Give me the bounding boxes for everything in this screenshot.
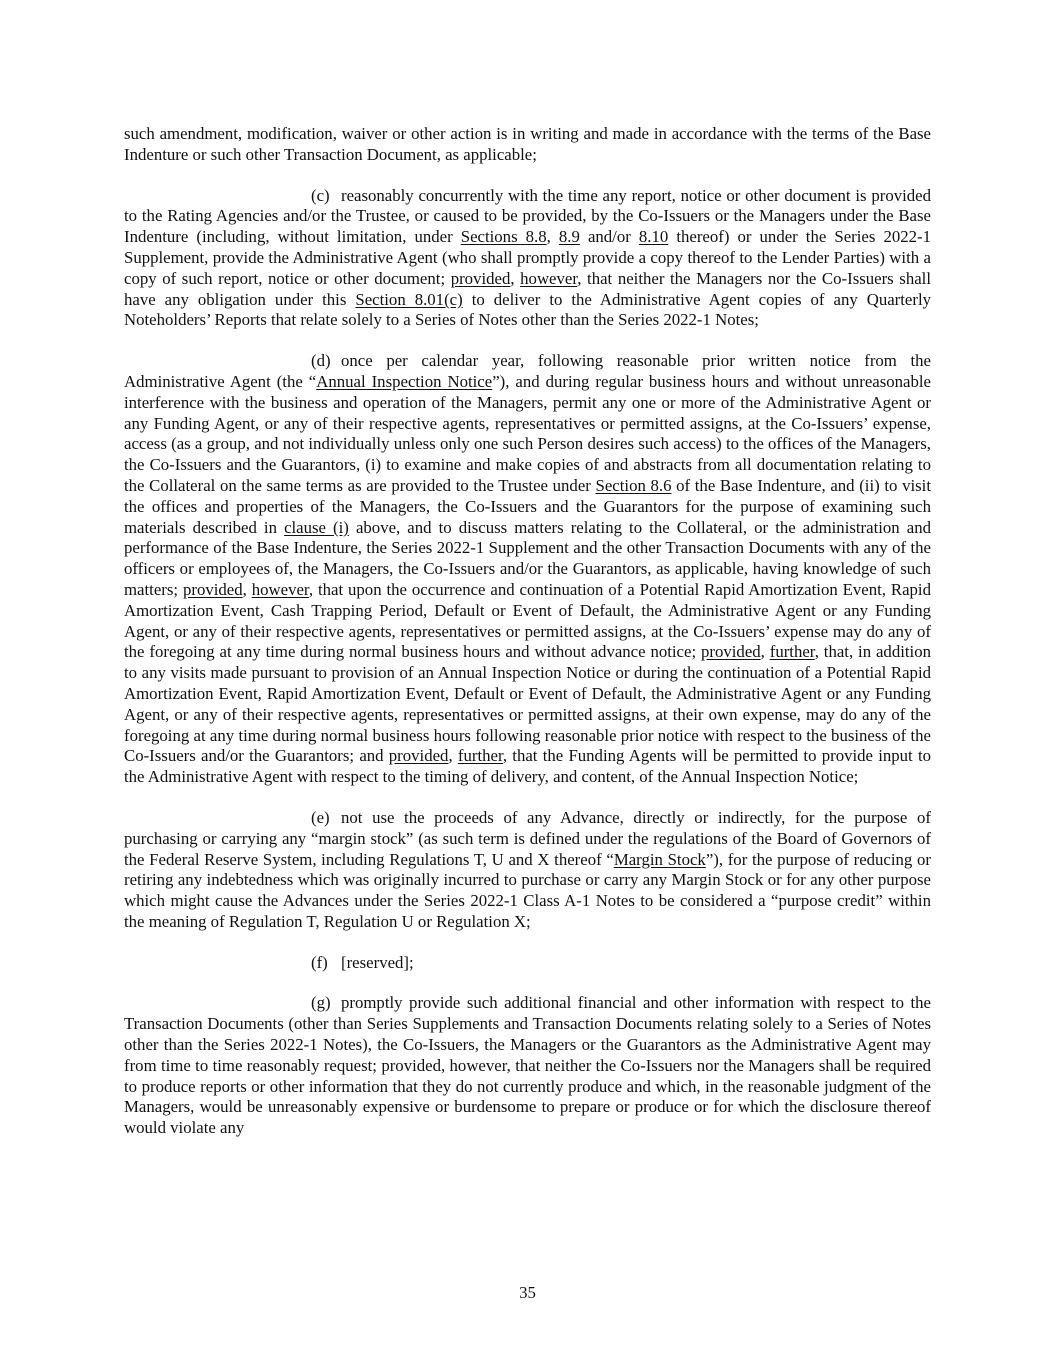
- paragraph-continuation: such amendment, modification, waiver or other action is in writing and made in accordance with the terms of the Base Indenture or such other Transaction Document, as applicable;: [124, 124, 931, 164]
- term-provided: provided: [450, 268, 511, 288]
- cross-reference-section-8-6: Section 8.6: [595, 475, 672, 495]
- item-label-c: (c): [311, 185, 330, 205]
- paragraph-e: (e) not use the proceeds of any Advance, directly or indirectly, for the purpose of purchasing or carrying any “margin stock” (as such term is defined under the regulations of the Board of Governors of the Federal Reserve System, including Regulations T, U and X thereof “Margin Stock”), for the purpose of reducing or retiring any indebtedness which was originally incurred to purchase or carry any Margin Stock or for any other purpose which might cause the Advances under the Series 2022-1 Class A-1 Notes to be considered a “purpose credit” within the meaning of Regulation T, Regulation U or Regulation X;: [124, 807, 931, 931]
- term-provided: provided: [388, 746, 449, 766]
- term-however: however: [520, 268, 578, 288]
- term-further: further: [457, 746, 503, 766]
- paragraph-f: (f) [reserved];: [311, 952, 414, 972]
- item-label-g: (g): [311, 993, 331, 1013]
- term-further: further: [769, 642, 815, 662]
- document-page: [124, 124, 931, 1139]
- term-however: however: [251, 579, 309, 599]
- cross-reference-section-8-01c: Section 8.01(c): [355, 289, 463, 309]
- defined-term-margin-stock: Margin Stock: [613, 849, 706, 869]
- paragraph-d: (d) once per calendar year, following reasonable prior written notice from the Administrative Agent (the “Annual Inspection Notice”), and during regular business hours and without unreasonable interference with the business and operation of the Managers, permit any one or more of the Administrative Agent or any Funding Agent, or any of their respective agents, representatives or permitted assigns, at the Co-Issuers’ expense, access (as a group, and not individually unless only one such Person desires such access) to the offices of the Managers, the Co-Issuers and the Guarantors, (i) to examine and make copies of and abstracts from all documentation relating to the Collateral on the same terms as are provided to the Trustee under Section 8.6 of the Base Indenture, and (ii) to visit the offices and properties of the Managers, the Co-Issuers and the Guarantors for the purpose of examining such materials described in clause (i) above, and to discuss matters relating to the Collateral, or the administration and performance of the Base Indenture, the Series 2022-1 Supplement and the other Transaction Documents with any of the officers or employees of, the Managers, the Co-Issuers and/or the Guarantors, as applicable, having knowledge of such matters; provided, however, that upon the occurrence and continuation of a Potential Rapid Amortization Event, Rapid Amortization Event, Cash Trapping Period, Default or Event of Default, the Administrative Agent or any Funding Agent, or any of their respective agents, representatives or permitted assigns, at the Co-Issuers’ expense may do any of the foregoing at any time during normal business hours and without advance notice; provided, further, that, in addition to any visits made pursuant to provision of an Annual Inspection Notice or during the continuation of a Potential Rapid Amortization Event, Rapid Amortization Event, Default or Event of Default, the Administrative Agent or any Funding Agent, or any of their respective agents, representatives or permitted assigns, at their own expense, may do any of the foregoing at any time during normal business hours following reasonable prior notice with respect to the business of the Co-Issuers and/or the Guarantors; and provided, further, that the Funding Agents will be permitted to provide input to the Administrative Agent with respect to the timing of delivery, and content, of the Annual Inspection Notice;: [124, 351, 932, 787]
- cross-reference-sections-8-8: Sections 8.8: [460, 227, 547, 247]
- item-label-f: (f): [311, 952, 328, 972]
- paragraph-c: (c) reasonably concurrently with the time any report, notice or other document is provided to the Rating Agencies and/or the Trustee, or caused to be provided, by the Co-Issuers or the Managers under the Base Indenture (including, without limitation, under Sections 8.8, 8.9 and/or 8.10 thereof) or under the Series 2022-1 Supplement, provide the Administrative Agent (who shall promptly provide a copy thereof to the Lender Parties) with a copy of such report, notice or other document; provided, however, that neither the Managers nor the Co-Issuers shall have any obligation under this Section 8.01(c) to deliver to the Administrative Agent copies of any Quarterly Noteholders’ Reports that relate solely to a Series of Notes other than the Series 2022-1 Notes;: [124, 185, 932, 330]
- paragraph-g: (g) promptly provide such additional financial and other information with respect to the Transaction Documents (other than Series Supplements and Transaction Documents relating solely to a Series of Notes other than the Series 2022-1 Notes), the Co-Issuers, the Managers or the Guarantors as the Administrative Agent may from time to time reasonably request; provided, however, that neither the Co-Issuers nor the Managers shall be required to produce reports or other information that they do not currently produce and which, in the reasonable judgment of the Managers, would be unreasonably expensive or burdensome to prepare or produce or for which the disclosure thereof would violate any: [124, 993, 931, 1138]
- term-provided: provided: [701, 642, 761, 662]
- item-label-d: (d): [311, 351, 331, 371]
- term-provided: provided: [182, 579, 243, 599]
- defined-term-annual-inspection-notice: Annual Inspection Notice: [316, 371, 493, 391]
- cross-reference-8-10: 8.10: [638, 227, 669, 247]
- page-number: 35: [519, 1283, 536, 1302]
- cross-reference-8-9: 8.9: [558, 227, 580, 247]
- item-label-e: (e): [311, 807, 330, 827]
- cross-reference-clause-i: clause (i): [284, 517, 349, 537]
